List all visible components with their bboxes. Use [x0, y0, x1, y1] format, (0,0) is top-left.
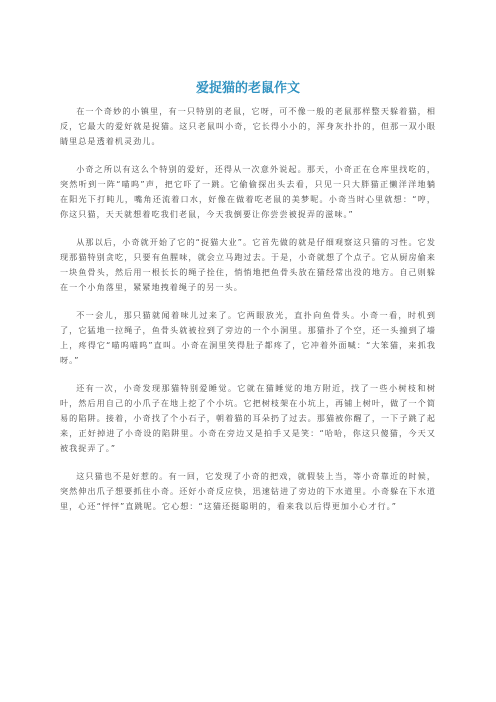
paragraph-2: 小奇之所以有这么个特别的爱好，还得从一次意外说起。那天，小奇正在仓库里找吃的，突然听到一阵“喵呜”声，把它吓了一跳。它偷偷探出头去看，只见一只大胖猫正懒洋洋地躺在阳光下打盹儿，嘴角还流着口水，好像在做着吃老鼠的美梦呢。小奇当时心里就想：“哼，你这只猫，天天就想着吃我们老鼠，今天我倒要让你尝尝被捉弄的滋味。”	[60, 164, 436, 219]
paragraph-3: 从那以后，小奇就开始了它的“捉猫大业”。它首先做的就是仔细观察这只猫的习性。它发现那猫特别贪吃，只要有鱼腥味，就会立马跑过去。于是，小奇就想了个点子。它从厨房偷来一块鱼骨头，然后用一根长长的绳子拴住，悄悄地把鱼骨头放在猫经常出没的地方。自己则躲在一个小角落里，紧紧地拽着绳子的另一头。	[60, 237, 436, 292]
document-title: 爱捉猫的老鼠作文	[195, 81, 300, 96]
paragraph-1: 在一个奇妙的小镇里，有一只特别的老鼠，它呀，可不像一般的老鼠那样整天躲着猫，相反，它最大的爱好就是捉猫。这只老鼠叫小奇，它长得小小的，浑身灰扑扑的，但那一双小眼睛里总是透着机灵劲儿。	[60, 106, 436, 146]
document-page	[60, 80, 436, 527]
paragraph-4: 不一会儿，那只猫就闻着味儿过来了。它两眼放光，直扑向鱼骨头。小奇一看，时机到了，它猛地一拉绳子，鱼骨头就被拉到了旁边的一个小洞里。那猫扑了个空，还一头撞到了墙上，疼得它“喵呜喵呜”直叫。小奇在洞里笑得肚子都疼了，它冲着外面喊：“大笨猫，来抓我呀。”	[60, 310, 436, 365]
paragraph-6: 这只猫也不是好惹的。有一回，它发现了小奇的把戏，就假装上当，等小奇靠近的时候，突然伸出爪子想要抓住小奇。还好小奇反应快，迅速钻进了旁边的下水道里。小奇躲在下水道里，心还“怦怦”直跳呢。它心想：“这猫还挺聪明的，看来我以后得更加小心才行。”	[60, 471, 436, 511]
paragraph-5: 还有一次，小奇发现那猫特别爱睡觉。它就在猫睡觉的地方附近，找了一些小树枝和树叶，然后用自己的小爪子在地上挖了个小坑。它把树枝架在小坑上，再铺上树叶，做了一个简易的陷阱。接着，小奇找了个小石子，朝着猫的耳朵扔了过去。那猫被你醒了，一下子跳了起来，正好掉进了小奇设的陷阱里。小奇在旁边又是拍手又是笑：“哈哈，你这只傻猫，今天又被我捉弄了。”	[60, 383, 436, 453]
